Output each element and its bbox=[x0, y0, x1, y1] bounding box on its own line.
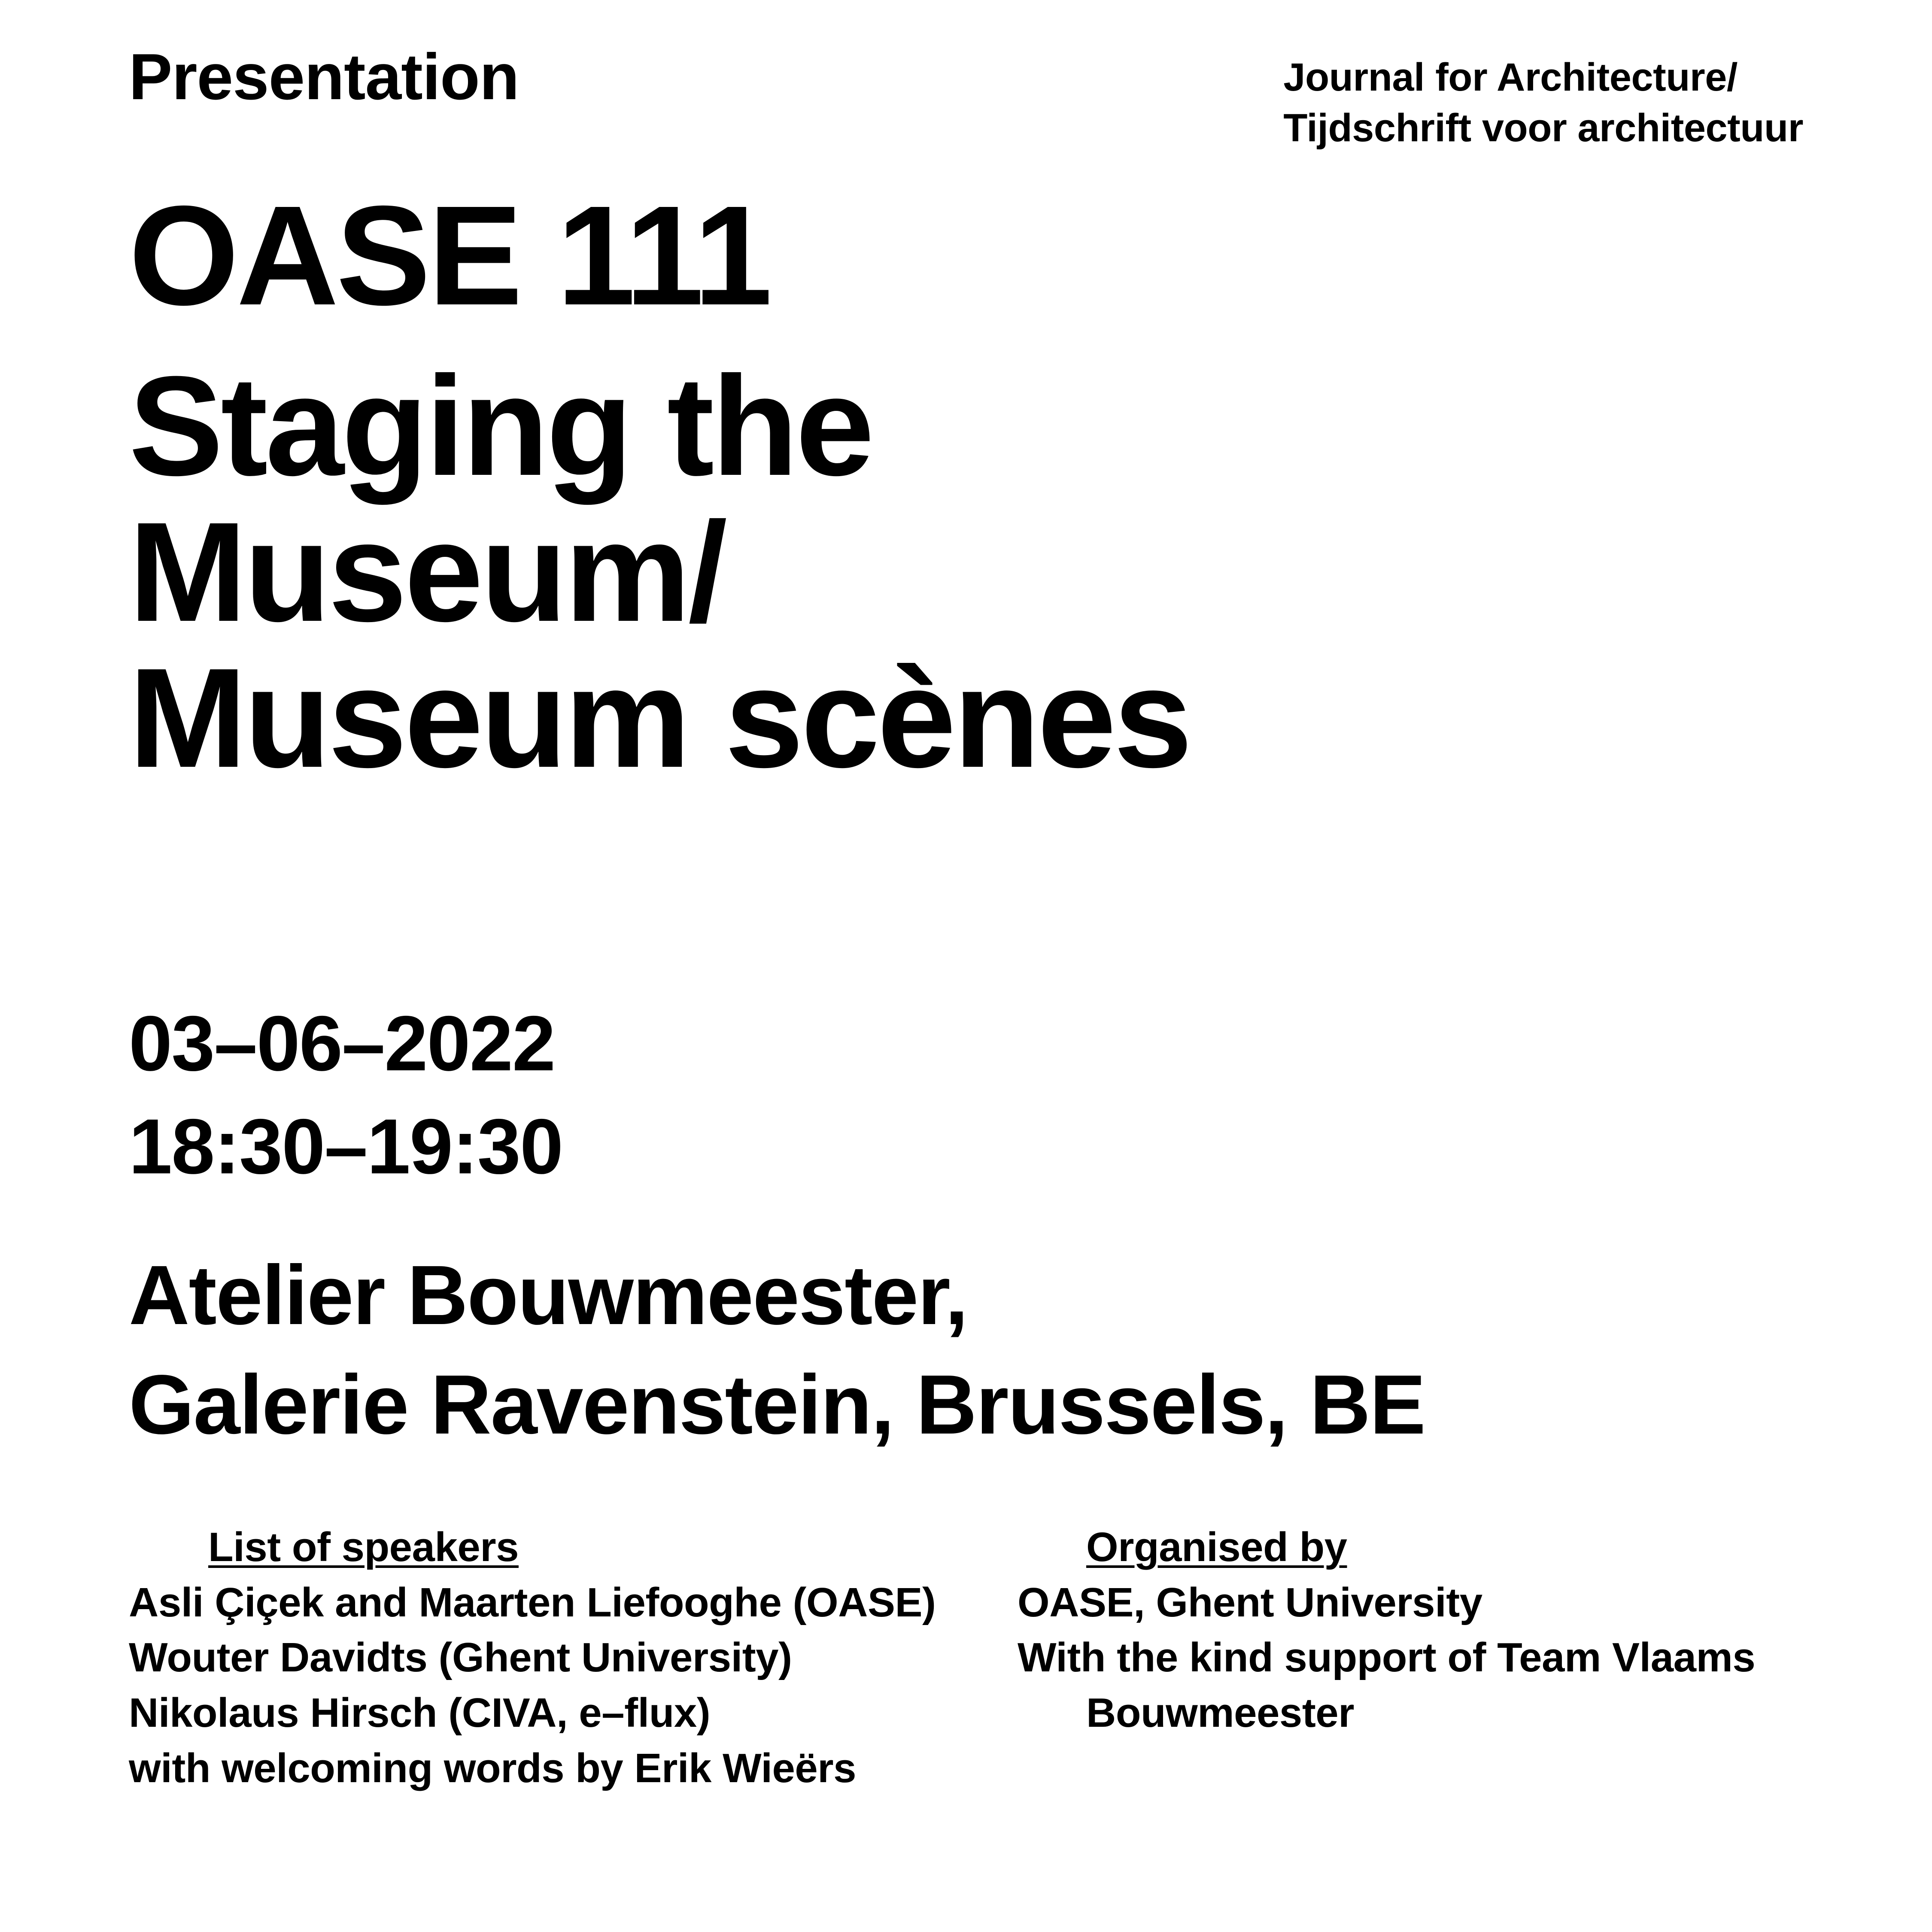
journal-subtitle-line-2: Tijdschrift voor architectuur bbox=[1283, 106, 1803, 150]
speaker-item: Wouter Davidts (Ghent University) bbox=[129, 1634, 792, 1681]
speakers-heading: List of speakers bbox=[208, 1524, 519, 1570]
event-time: 18:30–19:30 bbox=[129, 1103, 563, 1191]
organisers-column bbox=[1018, 1520, 1756, 1796]
speaker-item: Nikolaus Hirsch (CIVA, e–flux) bbox=[129, 1689, 711, 1736]
event-datetime bbox=[129, 992, 562, 1198]
issue-title: OASE 111 bbox=[129, 176, 770, 334]
organiser-item: With the kind support of Team Vlaams bbox=[1018, 1634, 1756, 1681]
credits-section bbox=[129, 1520, 1803, 1796]
organisers-heading: Organised by bbox=[1086, 1524, 1347, 1570]
speakers-heading-row bbox=[129, 1520, 1018, 1575]
organisers-heading-row bbox=[1018, 1520, 1747, 1575]
organiser-item: Bouwmeester bbox=[1086, 1689, 1355, 1736]
speaker-item: with welcoming words by Erik Wieërs bbox=[129, 1745, 857, 1791]
speakers-column bbox=[129, 1520, 1018, 1796]
kicker-label: Presentation bbox=[129, 40, 519, 113]
journal-subtitle bbox=[1283, 43, 1803, 154]
organiser-item: OASE, Ghent University bbox=[1018, 1579, 1482, 1625]
journal-subtitle-line-1: Journal for Architecture/ bbox=[1283, 55, 1738, 99]
poster-header bbox=[129, 40, 1803, 154]
speaker-item: Asli Çiçek and Maarten Liefooghe (OASE) bbox=[129, 1579, 936, 1625]
title-block bbox=[129, 176, 1825, 797]
event-date: 03–06–2022 bbox=[129, 999, 555, 1087]
main-title-line-3: Museum scènes bbox=[129, 638, 1190, 797]
main-title-line-2: Museum/ bbox=[129, 492, 725, 651]
main-title-line-1: Staging the bbox=[129, 346, 872, 505]
venue-line-2: Galerie Ravenstein, Brussels, BE bbox=[129, 1357, 1425, 1452]
main-title bbox=[129, 346, 1825, 797]
event-venue bbox=[129, 1241, 1425, 1460]
venue-line-1: Atelier Bouwmeester, bbox=[129, 1248, 968, 1342]
